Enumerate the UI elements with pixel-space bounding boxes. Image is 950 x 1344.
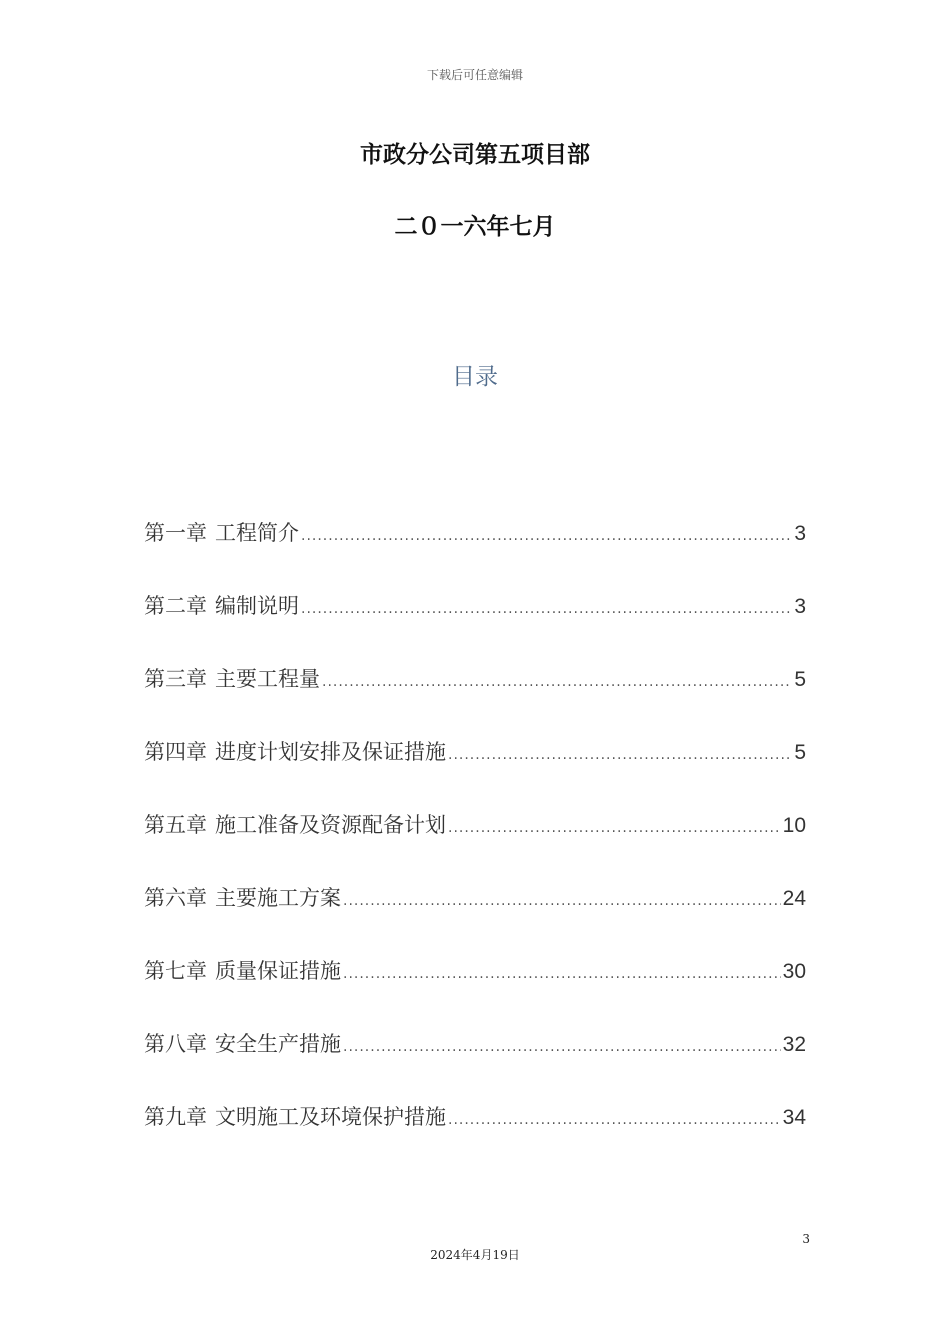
toc-chapter: 第七章	[144, 959, 207, 983]
toc-page-number: 24	[782, 887, 806, 910]
toc-title: 主要工程量	[215, 667, 320, 691]
toc-page-number: 3	[794, 522, 806, 545]
toc-title: 主要施工方案	[215, 886, 341, 910]
toc-leader	[448, 1112, 781, 1128]
toc-title: 文明施工及环境保护措施	[215, 1105, 446, 1129]
toc-chapter: 第九章	[144, 1105, 207, 1129]
toc-heading: 目录	[452, 364, 498, 390]
document-date: 二０一六年七月	[394, 214, 556, 240]
toc-page-number: 34	[782, 1106, 806, 1129]
page-number: 3	[802, 1232, 810, 1246]
toc-leader	[343, 966, 781, 982]
toc-chapter: 第三章	[144, 667, 207, 691]
toc-page-number: 30	[782, 960, 806, 983]
toc-entry-6[interactable]	[144, 882, 806, 918]
toc-title: 质量保证措施	[215, 959, 341, 983]
toc-chapter: 第二章	[144, 594, 207, 618]
toc-title: 编制说明	[215, 594, 299, 618]
toc-page-number: 5	[794, 668, 806, 691]
toc-chapter: 第六章	[144, 886, 207, 910]
toc-title: 施工准备及资源配备计划	[215, 813, 446, 837]
toc-entry-2[interactable]	[144, 590, 806, 626]
toc-page-number: 32	[782, 1033, 806, 1056]
table-of-contents	[144, 517, 806, 1174]
toc-leader	[322, 674, 792, 690]
toc-entry-7[interactable]	[144, 955, 806, 991]
header-note: 下载后可任意编辑	[426, 68, 523, 82]
toc-leader	[301, 601, 792, 617]
toc-leader	[343, 893, 781, 909]
toc-entry-1[interactable]	[144, 517, 806, 553]
toc-title: 进度计划安排及保证措施	[215, 740, 446, 764]
toc-page-number: 5	[794, 741, 806, 764]
toc-chapter: 第一章	[144, 521, 207, 545]
toc-title: 安全生产措施	[215, 1032, 341, 1056]
toc-title: 工程简介	[215, 521, 299, 545]
toc-entry-4[interactable]	[144, 736, 806, 772]
toc-leader	[448, 820, 781, 836]
toc-chapter: 第八章	[144, 1032, 207, 1056]
toc-page-number: 10	[782, 814, 806, 837]
toc-chapter: 第四章	[144, 740, 207, 764]
toc-entry-9[interactable]	[144, 1101, 806, 1137]
toc-leader	[343, 1039, 781, 1055]
toc-entry-3[interactable]	[144, 663, 806, 699]
toc-entry-8[interactable]	[144, 1028, 806, 1064]
toc-page-number: 3	[794, 595, 806, 618]
organization-title: 市政分公司第五项目部	[360, 142, 590, 168]
toc-leader	[448, 747, 792, 763]
toc-leader	[301, 528, 792, 544]
toc-chapter: 第五章	[144, 813, 207, 837]
toc-entry-5[interactable]	[144, 809, 806, 845]
footer-date: 2024年4月19日	[430, 1248, 520, 1262]
